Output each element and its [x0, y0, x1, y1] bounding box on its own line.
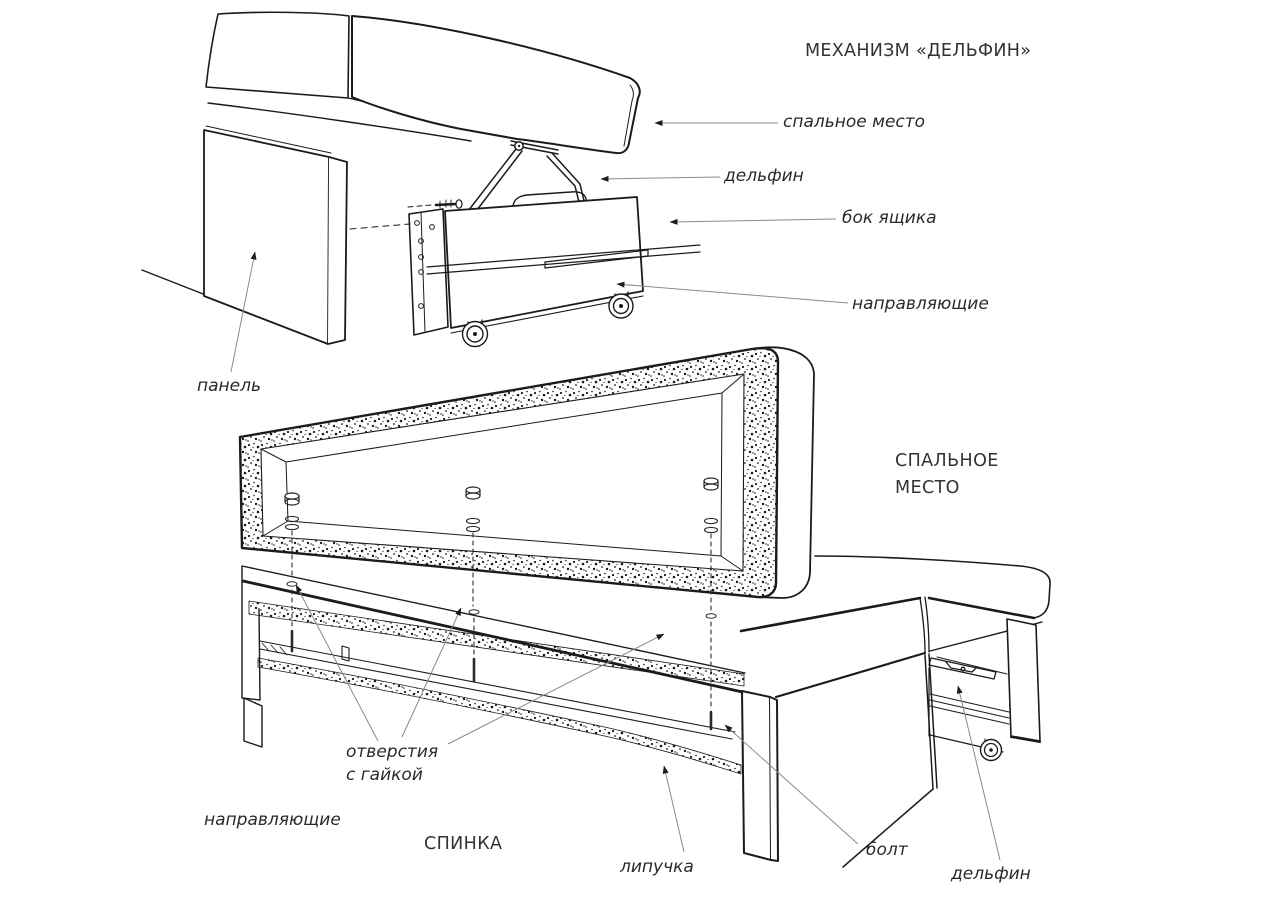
drawer-under-seat — [929, 657, 1009, 761]
diagram-title: МЕХАНИЗМ «ДЕЛЬФИН» — [805, 41, 1032, 61]
callout-box-side: бок ящика — [842, 208, 937, 228]
base-right-leg — [742, 691, 778, 861]
leader-rails-top — [617, 284, 848, 303]
bolt-3 — [704, 478, 718, 729]
callout-rails-bottom: направляющие — [204, 810, 341, 830]
callout-sleeping-place: спальное место — [783, 112, 926, 132]
caption-sleeping-area-line2: МЕСТО — [895, 478, 960, 498]
leader-velcro — [664, 766, 684, 852]
panel-board — [204, 126, 347, 344]
callout-holes-line1: отверстия — [346, 742, 439, 762]
box-bracket — [409, 209, 448, 335]
callout-panel: панель — [197, 376, 261, 396]
base-left-end — [242, 567, 260, 700]
callout-rails-top: направляющие — [852, 294, 989, 314]
callout-dolphin-top: дельфин — [724, 166, 804, 186]
leader-dolphin-drawer — [958, 686, 1000, 860]
leader-dolphin-top — [601, 177, 720, 179]
panel-alignment-dashed-line — [350, 224, 410, 229]
assembly-screw — [408, 200, 462, 208]
mattress — [206, 12, 640, 153]
caption-sleeping-area-line1: СПАЛЬНОЕ — [895, 451, 999, 471]
seat-base — [843, 619, 1040, 867]
callout-holes-line2: с гайкой — [346, 765, 423, 785]
top-scene — [142, 12, 700, 346]
sofa-right-leg — [1007, 619, 1040, 741]
bolt-1 — [285, 493, 299, 651]
foam-edge-band — [240, 348, 778, 597]
base-left-leg — [244, 698, 262, 747]
backrest-frame — [240, 347, 814, 598]
right-sofa — [741, 556, 1050, 867]
caption-backrest: СПИНКА — [424, 834, 503, 854]
bolt-2 — [466, 487, 480, 681]
callout-dolphin-drawer: дельфин — [951, 864, 1031, 884]
callout-bolt: болт — [866, 840, 908, 860]
callout-velcro: липучка — [620, 857, 694, 877]
drawer-box — [409, 192, 700, 347]
leader-box-side — [670, 219, 836, 222]
